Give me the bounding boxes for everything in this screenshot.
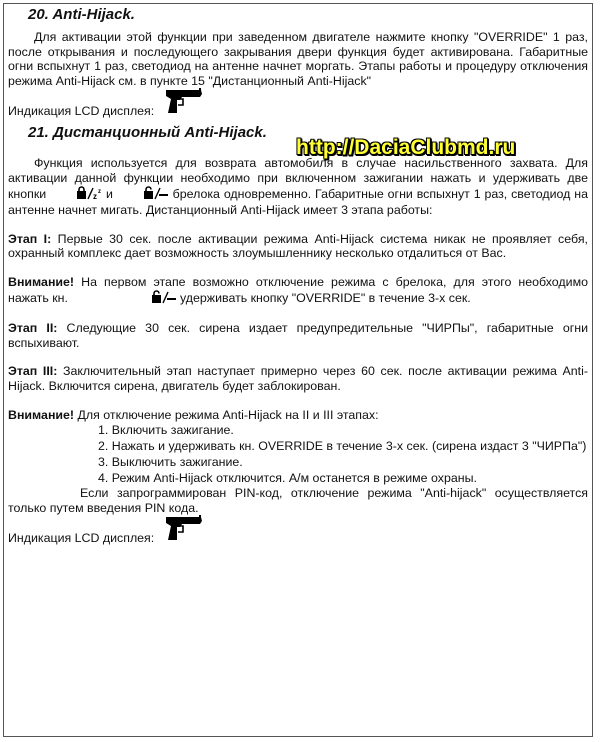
section-21-paragraph [8,156,592,217]
section-21-title: 21. Дистанционный Anti-Hijack. [28,124,267,142]
stage-3 [8,364,592,393]
attention-1-text-a: На первом этапе возможно отключение режима с брелока, для этого необходимо нажать кн. [8,274,588,305]
list-item: 2. Нажать и удерживать кн. OVERRIDE в течение 3-х сек. (сирена издаст 3 "ЧИРПа") [98,439,587,454]
section-21-para-a: Функция используется для возврата автомобиля в случае насильственного захвата. Для активации данной функции необходимо при включенном зажигании нажать и удерживать две кнопки [8,156,588,201]
site-watermark: http://DaciaClubmd.ru [296,136,516,159]
lock-icon [50,186,102,204]
stage-3-label: Этап III: [8,364,58,379]
document-page [8,6,592,545]
section-20-title: 20. Anti-Hijack. [28,6,135,23]
svg-text:z: z [98,188,102,195]
stage-1-label: Этап I: [8,231,52,246]
stage-2 [8,321,592,350]
list-item: 3. Выключить зажигание. [98,455,243,470]
section-21-para-b: брелока одновременно. Габаритные огни вспыхнут 1 раз, светодиод на антенне начнет мигать. Дистанционный Anti-Hijack имеет 3 этапа работы: [8,186,588,218]
lcd-label: Индикация LCD дисплея: [8,531,155,546]
pin-note: Если запрограммирован PIN-код, отключение режима "Anti-hijack" осуществляется только путем введения PIN кода. [8,486,588,515]
attention-1-text-b: удерживать кнопку "OVERRIDE" в течение 3-х сек. [180,290,471,305]
lcd-label: Индикация LCD дисплея: [8,104,155,119]
attention-2-text: Для отключение режима Anti-Hijack на II и III этапах: [77,407,379,422]
section-20-lcd-row [8,88,592,118]
section-20-paragraph: Для активации этой функции при заведенном двигателе нажмите кнопку "OVERRIDE" 1 раз, после открывания и последующего закрывания двери функция будет активирована. Габаритные огни вспыхнут 1 раз, светодиод на антенне начнет моргать. Этапы работы и процедуру отключения режима Anti-Hijack см. в пункте 15 "Дистанционный Anti-Hijack" [8,30,588,88]
stage-1-text: Первые 30 сек. после активации режима Anti-Hijack система никак не проявляет себя, охранный комплекс дает возможность злоумышленнику несколько отдалиться от Вас. [8,231,588,261]
stage-2-text: Следующие 30 сек. сирена издает предупредительные "ЧИРПы", габаритные огни вспыхивают. [8,321,588,350]
section-21-lcd-row [8,515,592,545]
attention-2-label: Внимание! [8,407,75,422]
unlock-icon [117,186,169,204]
unlock-icon [151,290,177,308]
attention-1-label: Внимание! [8,274,75,289]
svg-text:z: z [93,191,98,200]
attention-2 [8,408,592,423]
attention-1 [8,275,592,307]
stage-2-label: Этап II: [8,321,58,336]
pistol-icon [164,512,204,545]
list-item: 1. Включить зажигание. [98,423,234,438]
and-word: и [105,186,113,201]
stage-1 [8,232,592,261]
list-item: 4. Режим Anti-Hijack отключится. А/м останется в режиме охраны. [98,471,477,486]
stage-3-text: Заключительный этап наступает примерно через 60 сек. после активации режима Anti-Hijack. Включится сирена, двигатель будет заблокирован. [8,364,588,393]
steps-list [8,422,592,486]
pistol-icon [164,85,204,118]
